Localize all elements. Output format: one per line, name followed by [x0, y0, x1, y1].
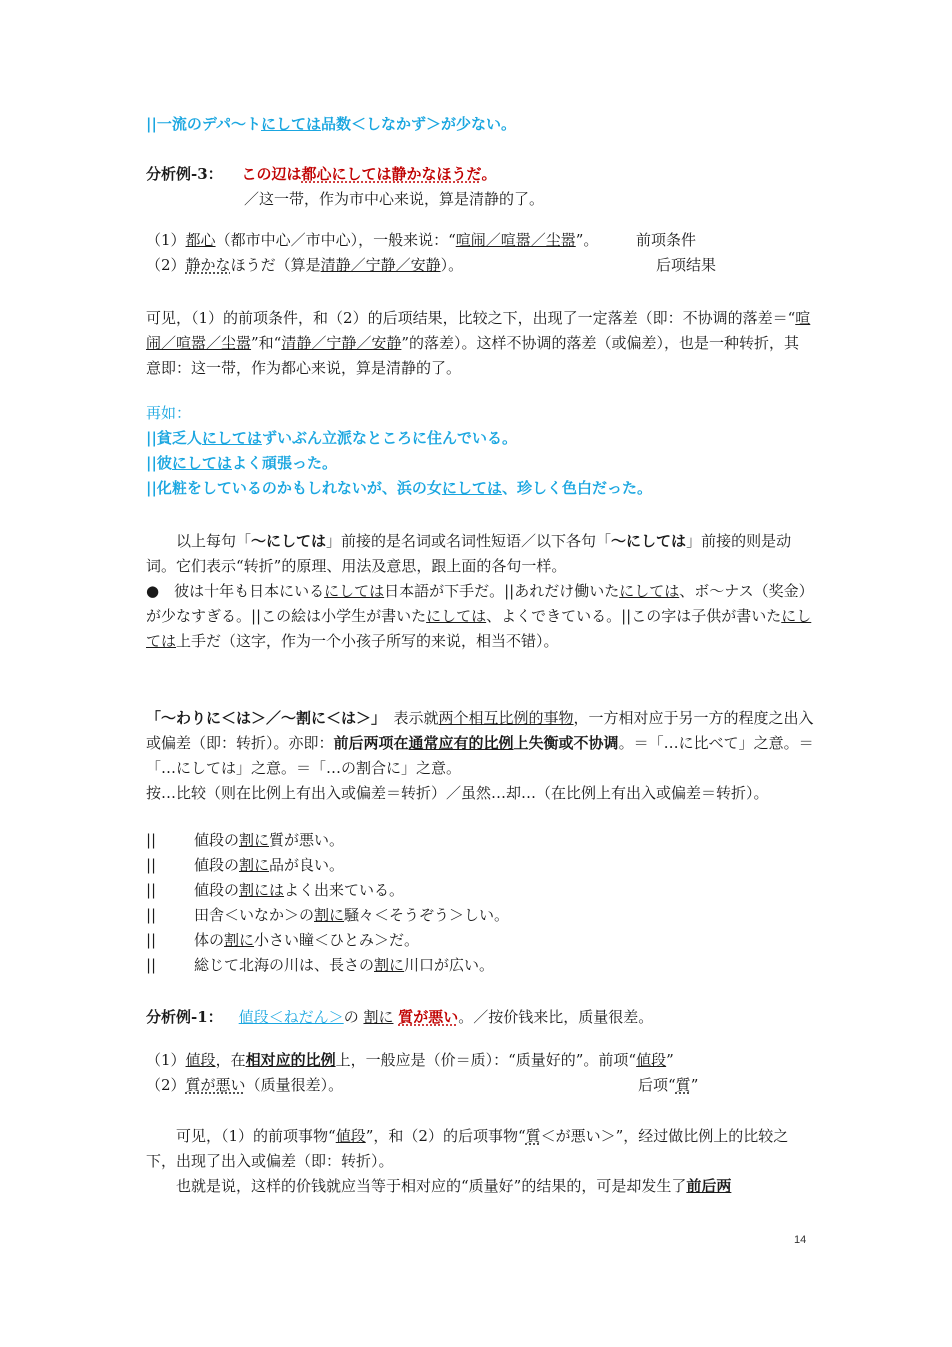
- list-item: || 値段の割にはよく出来ている。: [146, 881, 405, 899]
- list-item: || 田舎＜いなか＞の割に騒々＜そうぞう＞しい。: [146, 906, 510, 924]
- list-item: || 総じて北海の川は、長さの割に川口が広い。: [146, 956, 495, 974]
- bullet-examples: ● 彼は十年も日本にいるにしては日本語が下手だ。||あれだけ働いたにしては、ボ〜ナス（奖金）が少なすぎる。||この絵は小学生が書いたにしては、よくできている。||この字は子供が書いたにしては上手だ（这字，作为一个小孩子所写的来说，相当不错）。: [146, 582, 814, 650]
- summary-paragraph: 以上每句「〜にしては」前接的是名词或名词性短语／以下各句「〜にしては」前接的则是动词。它们表示“转折”的原理、用法及意思，跟上面的各句一样。: [146, 532, 792, 575]
- document-page: [146, 112, 814, 1199]
- wari-translation: 按…比较（则在比例上有出入或偏差＝转折）／虽然…却…（在比例上有出入或偏差＝转折）。: [146, 784, 769, 802]
- list-item: || 値段の割に品が良い。: [146, 856, 345, 874]
- wari-definition: 「〜わりに＜は＞／〜割に＜は＞」 表示就两个相互比例的事物，一方相对应于另一方的程度之出入或偏差（即：转折）。亦即：前后两项在通常应有的比例上失衡或不协调。＝「…に比べて」之意。＝「…にしては」之意。＝「…の割合に」之意。: [146, 709, 814, 777]
- translation: ／这一带，作为市中心来说，算是清静的了。: [244, 190, 545, 208]
- example-sentence: ||貧乏人にしてはずいぶん立派なところに住んでいる。: [146, 429, 517, 447]
- analysis-example-3: 分析例-3： この辺は都心にしては静かなほうだ。: [146, 165, 497, 183]
- more-label: 再如：: [146, 404, 192, 422]
- point-2: （2）静かなほうだ（算是清静／宁静／安静）。 后项结果: [146, 256, 717, 274]
- example-sentence: ||彼にしてはよく頑張った。: [146, 454, 337, 472]
- page-number: 14: [794, 1234, 807, 1246]
- explanation-paragraph: 可见，（1）的前项条件，和（2）的后项结果，比较之下，出现了一定落差（即：不协调的落差＝“喧闹／喧嚣／尘嚣”和“清静／宁静／安静”的落差）。这样不协调的落差（或偏差），也是一种转折，其意即：这一带，作为都心来说，算是清静的了。: [146, 309, 811, 377]
- point-1: （1）値段，在相对应的比例上，一般应是（价＝质）：“质量好的”。前项“値段”: [146, 1051, 674, 1069]
- explanation-paragraph: 也就是说，这样的价钱就应当等于相对应的“质量好”的结果的，可是却发生了前后两: [176, 1177, 732, 1195]
- point-2: （2）質が悪い（质量很差）。 后项“質”: [146, 1076, 699, 1094]
- example-list: [146, 828, 814, 978]
- list-item: || 値段の割に質が悪い。: [146, 831, 345, 849]
- example-sentence: ||化粧をしているのかもしれないが、浜の女にしては、珍しく色白だった。: [146, 479, 652, 497]
- point-1: （1）都心（都市中心／市中心），一般来说：“喧闹／喧嚣／尘嚣”。 前项条件: [146, 231, 697, 249]
- analysis-example-1: 分析例-1： 値段＜ねだん＞の 割に 質が悪い。／按价钱来比，质量很差。: [146, 1008, 654, 1026]
- example-sentence: ||一流のデパ〜トにしては品数＜しなかず＞が少ない。: [146, 115, 517, 133]
- list-item: || 体の割に小さい瞳＜ひとみ＞だ。: [146, 931, 420, 949]
- explanation-paragraph: 可见，（1）的前项事物“値段”，和（2）的后项事物“質＜が悪い＞”，经过做比例上的比较之下，出现了出入或偏差（即：转折）。: [146, 1127, 789, 1170]
